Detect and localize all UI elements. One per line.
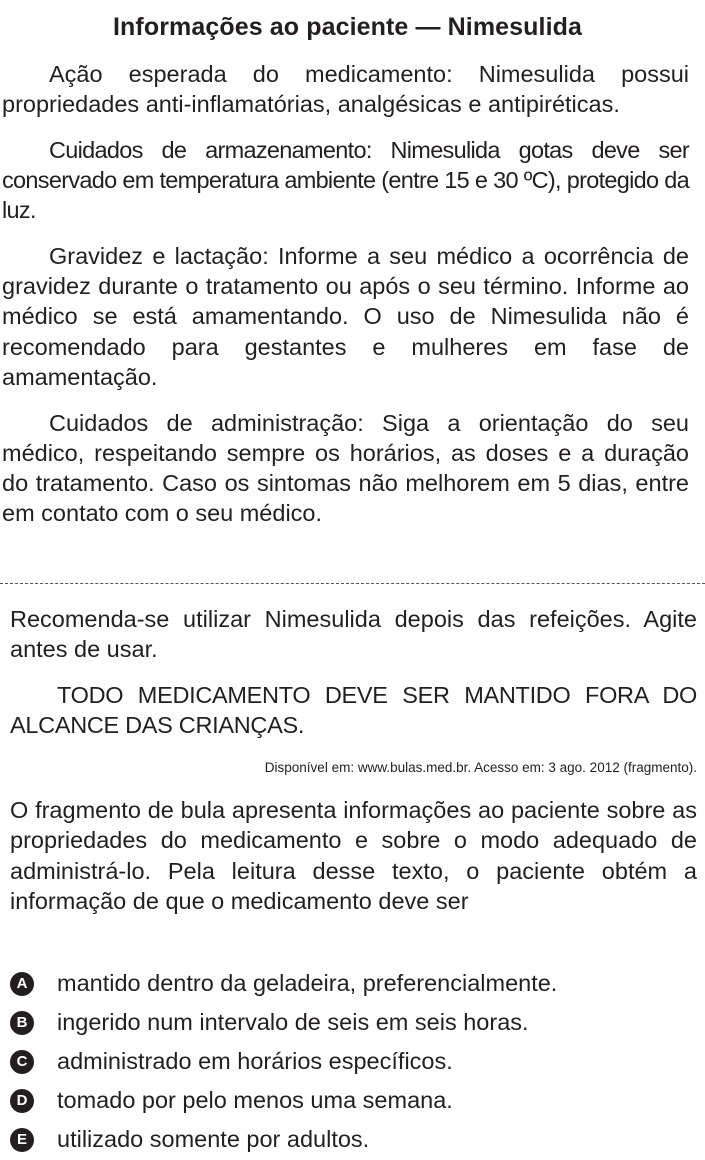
option-letter-d: D <box>10 1089 34 1113</box>
option-text-e: utilizado somente por adultos. <box>57 1126 370 1152</box>
option-text-b: ingerido num intervalo de seis em seis horas. <box>57 1009 529 1035</box>
dashed-divider <box>0 583 705 584</box>
document-title: Informações ao paciente — Nimesulida <box>112 13 583 41</box>
leaflet-footer <box>10 604 697 740</box>
warning-text: TODO MEDICAMENTO DEVE SER MANTIDO FORA DO ALCANCE DAS CRIANÇAS. <box>10 682 697 738</box>
leaflet-text <box>2 59 689 544</box>
answer-options <box>10 964 700 1159</box>
option-letter-e: E <box>10 1128 34 1152</box>
option-d[interactable] <box>10 1081 700 1120</box>
option-a[interactable] <box>10 964 700 1003</box>
option-e[interactable] <box>10 1120 700 1159</box>
option-letter-c: C <box>10 1050 34 1074</box>
paragraph-administration: Cuidados de administração: Siga a orientação do seu médico, respeitando sempre os horários, as doses e a duração do tratamento. Caso os sintomas não melhorem em 5 dias, entre em contato com o seu médico. <box>2 409 689 527</box>
option-letter-b: B <box>10 1011 34 1035</box>
option-text-d: tomado por pelo menos uma semana. <box>57 1087 453 1113</box>
option-c[interactable] <box>10 1042 700 1081</box>
question-stem: O fragmento de bula apresenta informações ao paciente sobre as propriedades do medicamento e sobre o modo adequado de administrá-lo. Pela leitura desse texto, o paciente obtém a informação de que o medicamento deve ser <box>10 797 697 914</box>
option-b[interactable] <box>10 1003 700 1042</box>
recommendation-text: Recomenda-se utilizar Nimesulida depois das refeições. Agite antes de usar. <box>10 606 697 662</box>
source-citation: Disponível em: www.bulas.med.br. Acesso em: 3 ago. 2012 (fragmento). <box>264 760 697 775</box>
paragraph-pregnancy: Gravidez e lactação: Informe a seu médico a ocorrência de gravidez durante o tratamento ou após o seu término. Informe ao médico se está amamentando. O uso de Nimesulida não é recomendado para gestantes e mulheres em fase de amamentação. <box>2 243 689 390</box>
paragraph-storage: Cuidados de armazenamento: Nimesulida gotas deve ser conservado em temperatura ambiente (entre 15 e 30 ºC), protegido da luz. <box>2 136 689 224</box>
option-text-c: administrado em horários específicos. <box>57 1048 453 1074</box>
option-text-a: mantido dentro da geladeira, preferencialmente. <box>57 970 558 996</box>
option-letter-a: A <box>10 972 34 996</box>
paragraph-expected-action: Ação esperada do medicamento: Nimesulida possui propriedades anti-inflamatórias, analgésicas e antipiréticas. <box>2 61 689 118</box>
